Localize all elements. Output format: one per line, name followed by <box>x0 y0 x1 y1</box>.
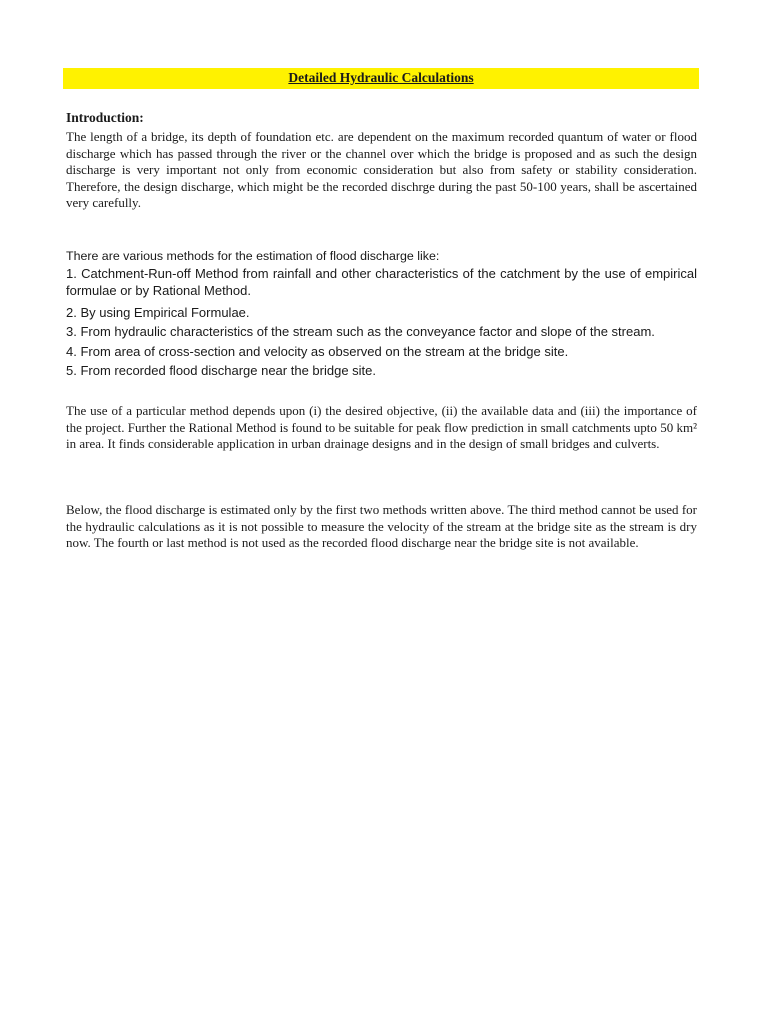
method-item-1: 1. Catchment-Run-off Method from rainfall and other characteristics of the catchment by the use of empirical formulae or by Rational Method. <box>66 266 697 298</box>
page-title: Detailed Hydraulic Calculations <box>288 70 474 85</box>
introduction-heading: Introduction: <box>66 110 144 125</box>
method-item-3: 3. From hydraulic characteristics of the stream such as the conveyance factor and slope of the stream. <box>66 324 655 339</box>
method-item-2: 2. By using Empirical Formulae. <box>66 305 250 320</box>
closing-paragraph: Below, the flood discharge is estimated only by the first two methods written above. The third method cannot be used for the hydraulic calculations as it is not possible to measure the velocity of the stream at the bridge site as the stream is dry now. The fourth or last method is not used as the recorded flood discharge near the bridge site is not available. <box>66 502 697 550</box>
title-highlight-bar <box>63 68 699 89</box>
method-item-5: 5. From recorded flood discharge near the bridge site. <box>66 363 377 378</box>
method-item-4: 4. From area of cross-section and velocity as observed on the stream at the bridge site. <box>66 344 569 359</box>
rational-method-paragraph: The use of a particular method depends upon (i) the desired objective, (ii) the available data and (iii) the importance of the project. Further the Rational Method is found to be suitable for peak flow prediction in small catchments upto 50 km² in area. It finds considerable application in urban drainage designs and in the design of small bridges and culverts. <box>66 403 697 451</box>
intro-paragraph: The length of a bridge, its depth of foundation etc. are dependent on the maximum recorded quantum of water or flood discharge which has passed through the river or the channel over which the bridge is proposed and as such the design discharge is very important not only from economic consideration but also from safety or stability consideration. Therefore, the design discharge, which might be the recorded dischrge during the past 50-100 years, shall be ascertained very carefully. <box>66 129 697 210</box>
methods-intro-text: There are various methods for the estimation of flood discharge like: <box>66 249 440 263</box>
